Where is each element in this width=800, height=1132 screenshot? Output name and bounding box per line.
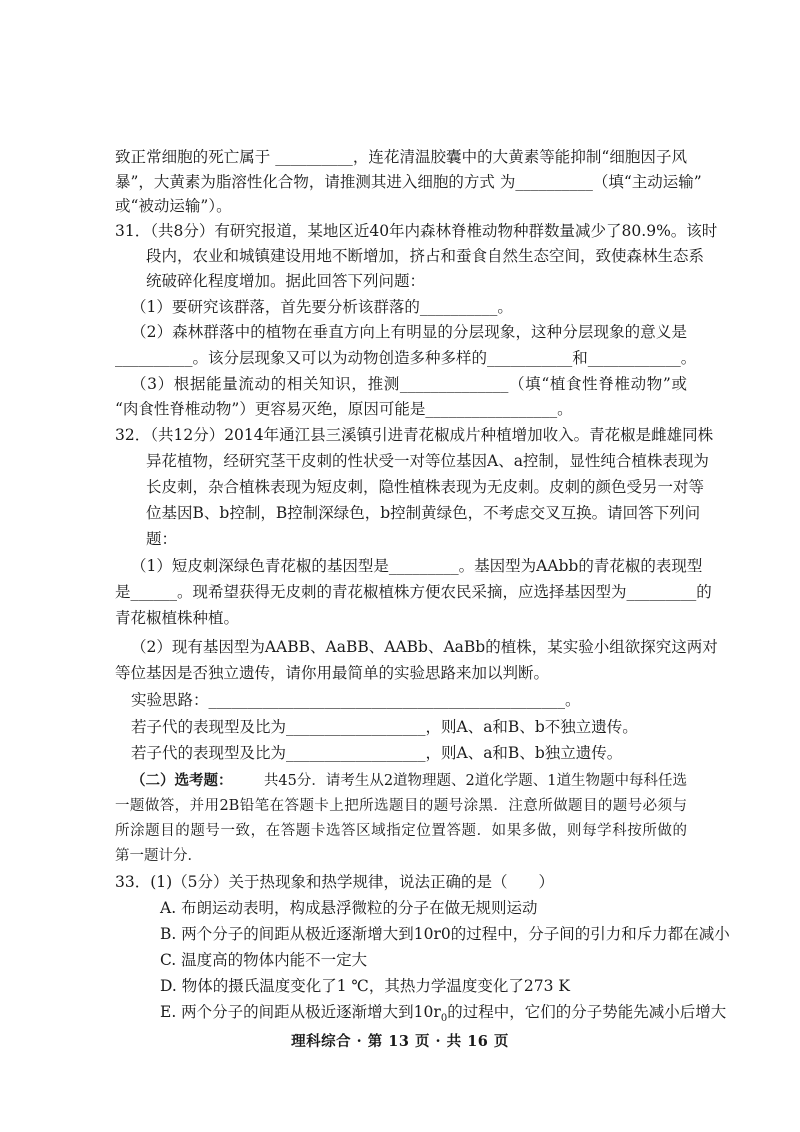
q33-stem: 33．(1)（5分）关于热现象和热学规律，说法正确的是（ ） <box>115 873 555 891</box>
q31-stem-line-3: 统破碎化程度增加。据此回答下列问题： <box>146 272 426 290</box>
elective-instructions-line-1: 共45分．请考生从2道物理题、2道化学题、1道生物题中每科任选 <box>263 773 687 789</box>
q33-option-e <box>160 1002 727 1029</box>
q32-stem-line-1: 32．（共12分）2014年通江县三溪镇引进青花椒成片种植增加收入。青花椒是雌雄同株 <box>115 426 714 444</box>
q33-option-e-text-end: 的过程中，它们的分子势能先减小后增大 <box>447 1003 727 1021</box>
q33-option-c: C. 温度高的物体内能不一定大 <box>160 951 368 969</box>
q32-part-1-line-3: 青花椒植株种植。 <box>115 609 240 627</box>
q33-option-d: D. 物体的摄氏温度变化了1 ℃，其热力学温度变化了273 K <box>160 977 570 995</box>
q31-part-3-line-2: “肉食性脊椎动物”）更容易灭绝，原因可能是_________________。 <box>115 400 573 418</box>
q33-option-b: B. 两个分子的间距从极近逐渐增大到10r0的过程中，分子间的引力和斥力都在减小 <box>160 925 730 943</box>
elective-instructions-line-2: 一题做答，并用2B铅笔在答题卡上把所选题目的题号涂黑．注意所做题目的题号必须与 <box>115 798 687 814</box>
q32-part-2-line-1: （2）现有基因型为AABB、AaBB、AABb、AaBb的植株，某实验小组欲探究这两对 <box>131 638 718 656</box>
elective-instructions-line-3: 所涂题目的题号一致，在答题卡选答区域指定位置答题．如果多做，则每学科按所做的 <box>115 823 687 839</box>
q32-part-1-line-2: 是______。现希望获得无皮刺的青花椒植株方便农民采摘，应选择基因型为_________的 <box>115 583 712 601</box>
q31-stem-line-1: 31．（共8分）有研究报道，某地区近40年内森林脊椎动物种群数量减少了80.9%。该时 <box>115 222 718 240</box>
q33-option-a: A. 布朗运动表明，构成悬浮微粒的分子在做无规则运动 <box>160 899 538 917</box>
q32-stem-line-4: 位基因B、b控制，B控制深绿色，b控制黄绿色，不考虑交叉互换。请回答下列问 <box>146 504 701 522</box>
q31-part-2-line-2: __________。该分层现象又可以为动物创造多种多样的___________和____________。 <box>115 349 697 367</box>
q32-experiment-idea: 实验思路：______________________________________________。 <box>131 691 581 709</box>
q33-option-e-subscript: 0 <box>440 1013 448 1025</box>
q32-result-independent: 若子代的表现型及比为__________________，则A、a和B、b独立遗传。 <box>131 744 623 762</box>
q30-text-line-3: 或“被动运输”）。 <box>115 197 232 215</box>
q32-part-2-line-2: 等位基因是否独立遗传，请你用最简单的实验思路来加以判断。 <box>115 664 550 682</box>
q32-stem-line-5: 题： <box>146 530 178 548</box>
q33-option-e-text: E. 两个分子的间距从极近逐渐增大到10r <box>160 1003 441 1021</box>
elective-section-title: （二）选考题： <box>131 772 233 789</box>
elective-section-heading-line <box>131 771 687 791</box>
q30-text-line-1: 致正常细胞的死亡属于 __________，连花清温胶囊中的大黄素等能抑制“细胞因子风 <box>115 148 687 166</box>
elective-instructions-line-4: 第一题计分． <box>115 848 202 864</box>
q32-stem-line-3: 长皮刺，杂合植株表现为短皮刺，隐性植株表现为无皮刺。皮刺的颜色受另一对等 <box>146 478 705 496</box>
q30-text-line-2: 暴”，大黄素为脂溶性化合物，请推测其进入细胞的方式 为__________（填“主动运输” <box>115 173 702 191</box>
q32-stem-line-2: 异花植物，经研究茎干皮刺的性状受一对等位基因A、a控制，显性纯合植株表现为 <box>146 452 709 470</box>
q31-stem-line-2: 段内，农业和城镇建设用地不断增加，挤占和蚕食自然生态空间，致使森林生态系 <box>146 247 705 265</box>
q31-part-1: （1）要研究该群落，首先要分析该群落的__________。 <box>131 298 513 316</box>
q31-part-3-line-1: （3）根据能量流动的相关知识，推测______________（填“植食性脊椎动物”或 <box>131 375 687 393</box>
q32-result-not-independent: 若子代的表现型及比为__________________，则A、a和B、b不独立遗传。 <box>131 718 638 736</box>
page-footer: 理科综合 · 第 13 页 · 共 16 页 <box>291 1033 509 1050</box>
q31-part-2-line-1: （2）森林群落中的植物在垂直方向上有明显的分层现象，这种分层现象的意义是 <box>131 323 687 341</box>
q32-part-1-line-1: （1）短皮刺深绿色青花椒的基因型是_________。基因型为AAbb的青花椒的表现型 <box>131 557 703 575</box>
